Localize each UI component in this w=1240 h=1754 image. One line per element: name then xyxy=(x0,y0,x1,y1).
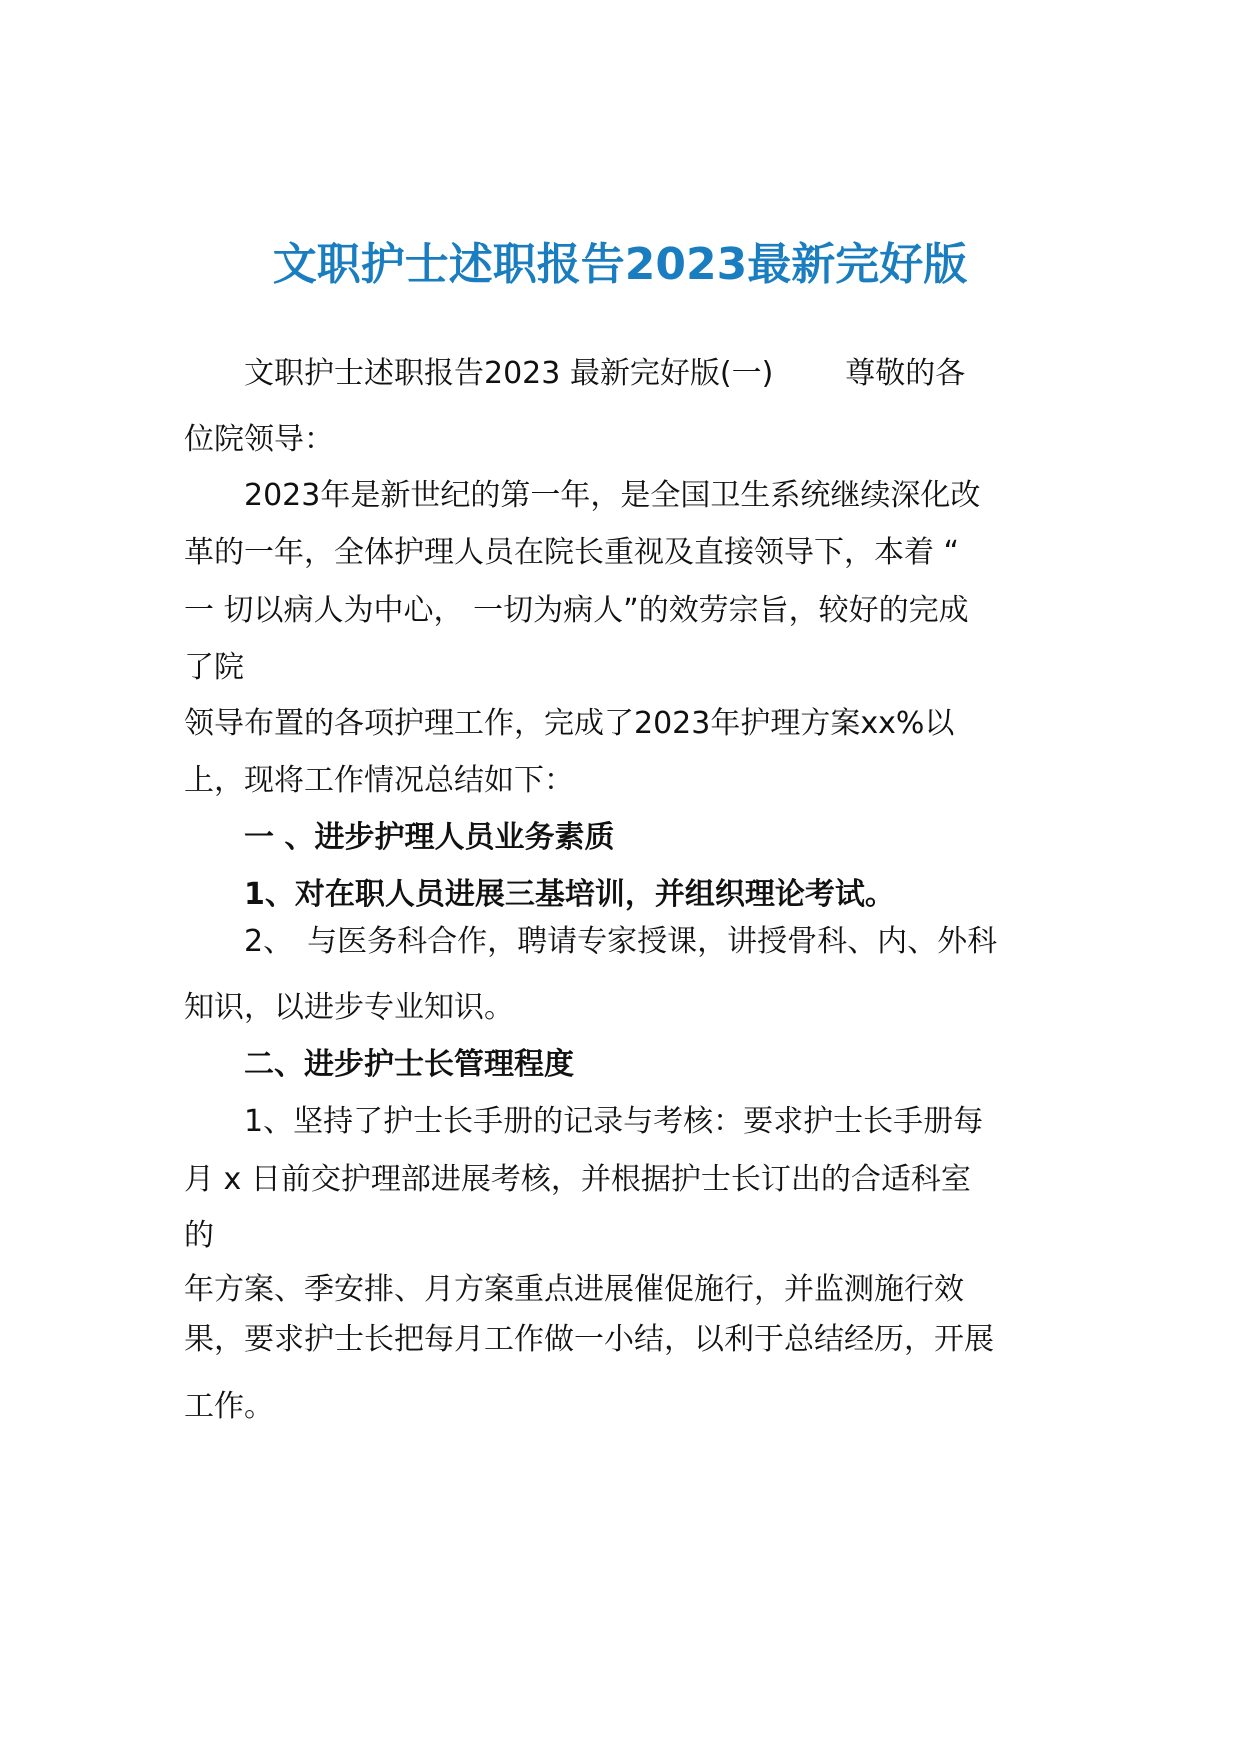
paragraph-line: 领导布置的各项护理工作，完成了2023年护理方案xx%以 xyxy=(184,706,955,741)
paragraph-line: 1、坚持了护士长手册的记录与考核：要求护士长手册每 xyxy=(244,1104,984,1139)
paragraph-line: 工作。 xyxy=(184,1389,274,1424)
salutation-line: 位院领导： xyxy=(184,422,334,457)
salutation-start: 尊敬的各 xyxy=(845,356,966,391)
paragraph-line: 果，要求护士长把每月工作做一小结，以利于总结经历，开展 xyxy=(184,1322,994,1357)
paragraph-line: 了院 xyxy=(184,650,244,685)
report-subtitle: 文职护士述职报告2023 最新完好版(一) xyxy=(244,356,774,391)
section-heading-1: 一 、进步护理人员业务素质 xyxy=(244,820,615,855)
subheading-1-1: 1、对在职人员进展三基培训，并组织理论考试。 xyxy=(244,877,895,912)
paragraph-line: 知识，以进步专业知识。 xyxy=(184,990,514,1025)
item-line xyxy=(244,922,997,962)
paragraph-line: 一 切以病人为中心， 一切为病人”的效劳宗旨，较好的完成 xyxy=(184,593,969,628)
item-number: 2、 xyxy=(244,924,294,959)
paragraph-line: 的 xyxy=(184,1218,214,1253)
section-heading-2: 二、进步护士长管理程度 xyxy=(244,1047,574,1082)
paragraph-line: 上，现将工作情况总结如下： xyxy=(184,763,574,798)
paragraph-line: 月 x 日前交护理部进展考核，并根据护士长订出的合适科室 xyxy=(184,1162,971,1197)
paragraph-line: 2023年是新世纪的第一年，是全国卫生系统继续深化改 xyxy=(244,478,981,513)
paragraph-line: 年方案、季安排、月方案重点进展催促施行，并监测施行效 xyxy=(184,1272,964,1307)
intro-line xyxy=(244,354,965,394)
document-title: 文职护士述职报告2023最新完好版 xyxy=(272,239,968,290)
item-text: 与医务科合作，聘请专家授课，讲授骨科、内、外科 xyxy=(307,924,998,959)
paragraph-line: 革的一年，全体护理人员在院长重视及直接领导下，本着 “ xyxy=(184,535,960,570)
